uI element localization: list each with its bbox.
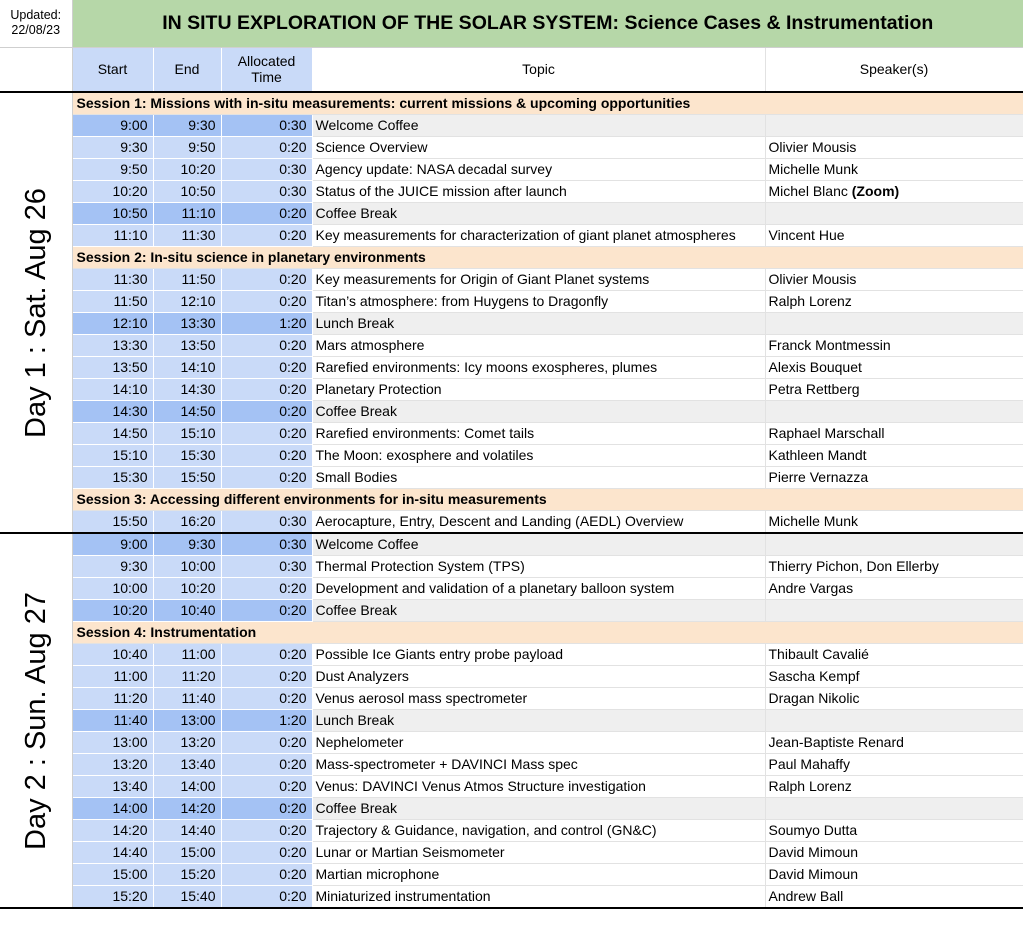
break-row — [0, 203, 1023, 225]
day-label: Day 1 : Sat. Aug 26 — [19, 187, 52, 438]
talk-row — [0, 578, 1023, 600]
speaker-name: David Mimoun — [768, 844, 858, 860]
talk-row — [0, 864, 1023, 886]
header-speakers: Speaker(s) — [765, 47, 1023, 92]
start-time: 11:30 — [72, 269, 153, 291]
end-time: 15:10 — [153, 423, 221, 445]
speaker-name: Kathleen Mandt — [768, 447, 867, 463]
allocated-time: 0:20 — [221, 467, 312, 489]
speaker-name: Olivier Mousis — [768, 271, 857, 287]
topic-cell: Thermal Protection System (TPS) — [312, 556, 765, 578]
topic-cell: Agency update: NASA decadal survey — [312, 159, 765, 181]
allocated-time: 1:20 — [221, 313, 312, 335]
speaker-name: Michelle Munk — [768, 513, 858, 529]
speaker-name: Petra Rettberg — [768, 381, 860, 397]
updated-date: 22/08/23 — [11, 23, 61, 38]
updated-cell — [0, 0, 72, 47]
speaker-cell — [765, 203, 1023, 225]
allocated-time: 0:20 — [221, 445, 312, 467]
end-time: 11:20 — [153, 666, 221, 688]
day-label-cell — [0, 533, 72, 908]
end-time: 14:30 — [153, 379, 221, 401]
end-time: 13:40 — [153, 754, 221, 776]
talk-row — [0, 445, 1023, 467]
allocated-time: 0:20 — [221, 269, 312, 291]
speaker-cell — [765, 776, 1023, 798]
allocated-time: 0:20 — [221, 600, 312, 622]
topic-cell: Rarefied environments: Comet tails — [312, 423, 765, 445]
allocated-time: 0:20 — [221, 776, 312, 798]
allocated-time: 0:20 — [221, 864, 312, 886]
allocated-time: 0:30 — [221, 181, 312, 203]
end-time: 10:50 — [153, 181, 221, 203]
speaker-name: Thibault Cavalié — [768, 646, 869, 662]
speaker-cell — [765, 820, 1023, 842]
start-time: 14:20 — [72, 820, 153, 842]
start-time: 10:00 — [72, 578, 153, 600]
speaker-name: Paul Mahaffy — [768, 756, 850, 772]
speaker-cell — [765, 159, 1023, 181]
start-time: 10:50 — [72, 203, 153, 225]
topic-cell: Aerocapture, Entry, Descent and Landing (AEDL) Overview — [312, 511, 765, 534]
session-title: Session 2: In-situ science in planetary environments — [72, 247, 1023, 269]
talk-row — [0, 820, 1023, 842]
speaker-cell — [765, 754, 1023, 776]
speaker-cell — [765, 798, 1023, 820]
talk-row — [0, 886, 1023, 909]
break-row — [0, 710, 1023, 732]
speaker-name: Soumyo Dutta — [768, 822, 858, 838]
speaker-name: Jean-Baptiste Renard — [768, 734, 904, 750]
end-time: 11:30 — [153, 225, 221, 247]
start-time: 14:40 — [72, 842, 153, 864]
end-time: 15:50 — [153, 467, 221, 489]
break-row — [0, 313, 1023, 335]
speaker-note: (Zoom) — [851, 183, 900, 199]
speaker-name: Thierry Pichon, Don Ellerby — [768, 558, 939, 574]
talk-row — [0, 556, 1023, 578]
talk-row — [0, 159, 1023, 181]
end-time: 13:30 — [153, 313, 221, 335]
start-time: 14:00 — [72, 798, 153, 820]
allocated-time: 0:30 — [221, 511, 312, 534]
speaker-name: Alexis Bouquet — [768, 359, 862, 375]
allocated-time: 0:20 — [221, 578, 312, 600]
speaker-cell — [765, 137, 1023, 159]
speaker-cell — [765, 445, 1023, 467]
allocated-time: 0:20 — [221, 820, 312, 842]
topic-cell: Lunar or Martian Seismometer — [312, 842, 765, 864]
allocated-time: 0:20 — [221, 886, 312, 909]
allocated-time: 0:20 — [221, 225, 312, 247]
header-corner — [0, 47, 72, 92]
speaker-cell — [765, 115, 1023, 137]
allocated-time: 0:20 — [221, 203, 312, 225]
speaker-name: Andrew Ball — [768, 888, 844, 904]
end-time: 10:00 — [153, 556, 221, 578]
speaker-cell — [765, 335, 1023, 357]
start-time: 11:40 — [72, 710, 153, 732]
start-time: 12:10 — [72, 313, 153, 335]
end-time: 13:50 — [153, 335, 221, 357]
allocated-time: 0:20 — [221, 644, 312, 666]
day-label-cell — [0, 92, 72, 533]
end-time: 14:10 — [153, 357, 221, 379]
end-time: 11:50 — [153, 269, 221, 291]
break-row — [0, 533, 1023, 556]
topic-cell: Key measurements for Origin of Giant Planet systems — [312, 269, 765, 291]
speaker-name: Pierre Vernazza — [768, 469, 869, 485]
speaker-cell — [765, 313, 1023, 335]
talk-row — [0, 732, 1023, 754]
allocated-time: 0:20 — [221, 423, 312, 445]
speaker-cell — [765, 886, 1023, 909]
start-time: 14:10 — [72, 379, 153, 401]
speaker-cell — [765, 556, 1023, 578]
talk-row — [0, 511, 1023, 534]
start-time: 11:00 — [72, 666, 153, 688]
allocated-time: 0:20 — [221, 335, 312, 357]
start-time: 15:30 — [72, 467, 153, 489]
topic-cell: Martian microphone — [312, 864, 765, 886]
start-time: 15:00 — [72, 864, 153, 886]
topic-cell: Nephelometer — [312, 732, 765, 754]
topic-cell: Small Bodies — [312, 467, 765, 489]
start-time: 9:50 — [72, 159, 153, 181]
end-time: 11:00 — [153, 644, 221, 666]
start-time: 10:40 — [72, 644, 153, 666]
speaker-cell — [765, 357, 1023, 379]
allocated-time: 0:20 — [221, 401, 312, 423]
topic-cell: Welcome Coffee — [312, 533, 765, 556]
speaker-name: Ralph Lorenz — [768, 293, 852, 309]
start-time: 13:30 — [72, 335, 153, 357]
start-time: 15:50 — [72, 511, 153, 534]
topic-cell: Venus aerosol mass spectrometer — [312, 688, 765, 710]
allocated-time: 0:30 — [221, 533, 312, 556]
allocated-time: 0:30 — [221, 115, 312, 137]
topic-cell: Key measurements for characterization of giant planet atmospheres — [312, 225, 765, 247]
speaker-cell — [765, 578, 1023, 600]
speaker-cell — [765, 533, 1023, 556]
topic-cell: Rarefied environments: Icy moons exospheres, plumes — [312, 357, 765, 379]
allocated-time: 0:20 — [221, 291, 312, 313]
talk-row — [0, 137, 1023, 159]
end-time: 15:40 — [153, 886, 221, 909]
session-row — [0, 489, 1023, 511]
allocated-time: 0:20 — [221, 842, 312, 864]
speaker-name: David Mimoun — [768, 866, 858, 882]
session-row — [0, 622, 1023, 644]
speaker-cell — [765, 269, 1023, 291]
speaker-name: Raphael Marschall — [768, 425, 885, 441]
end-time: 14:20 — [153, 798, 221, 820]
allocated-time: 0:20 — [221, 137, 312, 159]
talk-row — [0, 335, 1023, 357]
topic-cell: Science Overview — [312, 137, 765, 159]
end-time: 9:50 — [153, 137, 221, 159]
topic-cell: Venus: DAVINCI Venus Atmos Structure investigation — [312, 776, 765, 798]
session-row — [0, 247, 1023, 269]
speaker-name: Michelle Munk — [768, 161, 858, 177]
page-title: IN SITU EXPLORATION OF THE SOLAR SYSTEM: Science Cases & Instrumentation — [72, 0, 1023, 47]
start-time: 9:00 — [72, 115, 153, 137]
start-time: 10:20 — [72, 181, 153, 203]
day-label: Day 2 : Sun. Aug 27 — [19, 591, 52, 850]
session-row — [0, 92, 1023, 115]
topic-cell: Lunch Break — [312, 313, 765, 335]
end-time: 12:10 — [153, 291, 221, 313]
speaker-name: Andre Vargas — [768, 580, 854, 596]
speaker-name: Michel Blanc — [768, 183, 848, 199]
allocated-time: 0:20 — [221, 357, 312, 379]
talk-row — [0, 225, 1023, 247]
speaker-name: Dragan Nikolic — [768, 690, 860, 706]
allocated-time: 0:20 — [221, 732, 312, 754]
session-title: Session 3: Accessing different environments for in-situ measurements — [72, 489, 1023, 511]
speaker-cell — [765, 710, 1023, 732]
topic-cell: Dust Analyzers — [312, 666, 765, 688]
session-title: Session 4: Instrumentation — [72, 622, 1023, 644]
topic-cell: Possible Ice Giants entry probe payload — [312, 644, 765, 666]
session-title: Session 1: Missions with in-situ measurements: current missions & upcoming opportunities — [72, 92, 1023, 115]
end-time: 15:30 — [153, 445, 221, 467]
speaker-name: Vincent Hue — [768, 227, 845, 243]
topic-cell: Development and validation of a planetary balloon system — [312, 578, 765, 600]
topic-cell: Lunch Break — [312, 710, 765, 732]
end-time: 14:40 — [153, 820, 221, 842]
allocated-time: 1:20 — [221, 710, 312, 732]
header-end: End — [153, 47, 221, 92]
topic-cell: Titan’s atmosphere: from Huygens to Dragonfly — [312, 291, 765, 313]
talk-row — [0, 644, 1023, 666]
speaker-cell — [765, 666, 1023, 688]
header-topic: Topic — [312, 47, 765, 92]
speaker-cell — [765, 467, 1023, 489]
end-time: 10:20 — [153, 159, 221, 181]
end-time: 14:50 — [153, 401, 221, 423]
allocated-time: 0:20 — [221, 688, 312, 710]
end-time: 9:30 — [153, 115, 221, 137]
talk-row — [0, 181, 1023, 203]
start-time: 13:50 — [72, 357, 153, 379]
header-row — [0, 47, 1023, 92]
allocated-time: 0:20 — [221, 666, 312, 688]
break-row — [0, 600, 1023, 622]
talk-row — [0, 269, 1023, 291]
header-start: Start — [72, 47, 153, 92]
speaker-cell — [765, 732, 1023, 754]
speaker-cell — [765, 864, 1023, 886]
end-time: 9:30 — [153, 533, 221, 556]
title-row — [0, 0, 1023, 47]
topic-cell: Mars atmosphere — [312, 335, 765, 357]
topic-cell: Status of the JUICE mission after launch — [312, 181, 765, 203]
speaker-cell — [765, 423, 1023, 445]
talk-row — [0, 467, 1023, 489]
speaker-cell — [765, 842, 1023, 864]
speaker-name: Sascha Kempf — [768, 668, 860, 684]
speaker-cell — [765, 511, 1023, 534]
allocated-time: 0:30 — [221, 556, 312, 578]
talk-row — [0, 423, 1023, 445]
speaker-cell — [765, 401, 1023, 423]
start-time: 9:30 — [72, 556, 153, 578]
start-time: 13:40 — [72, 776, 153, 798]
talk-row — [0, 842, 1023, 864]
talk-row — [0, 754, 1023, 776]
start-time: 9:30 — [72, 137, 153, 159]
start-time: 14:30 — [72, 401, 153, 423]
topic-cell: Coffee Break — [312, 203, 765, 225]
talk-row — [0, 291, 1023, 313]
allocated-time: 0:20 — [221, 798, 312, 820]
speaker-name: Olivier Mousis — [768, 139, 857, 155]
break-row — [0, 115, 1023, 137]
speaker-cell — [765, 225, 1023, 247]
speaker-name: Franck Montmessin — [768, 337, 891, 353]
topic-cell: Miniaturized instrumentation — [312, 886, 765, 909]
start-time: 14:50 — [72, 423, 153, 445]
end-time: 10:20 — [153, 578, 221, 600]
speaker-cell — [765, 644, 1023, 666]
topic-cell: Coffee Break — [312, 401, 765, 423]
topic-cell: The Moon: exosphere and volatiles — [312, 445, 765, 467]
talk-row — [0, 379, 1023, 401]
start-time: 15:20 — [72, 886, 153, 909]
end-time: 10:40 — [153, 600, 221, 622]
allocated-time: 0:20 — [221, 754, 312, 776]
header-allocated-time: Allocated Time — [221, 47, 312, 92]
end-time: 11:40 — [153, 688, 221, 710]
break-row — [0, 798, 1023, 820]
topic-cell: Planetary Protection — [312, 379, 765, 401]
speaker-name: Ralph Lorenz — [768, 778, 852, 794]
start-time: 11:50 — [72, 291, 153, 313]
end-time: 14:00 — [153, 776, 221, 798]
end-time: 15:20 — [153, 864, 221, 886]
allocated-time: 0:20 — [221, 379, 312, 401]
end-time: 13:00 — [153, 710, 221, 732]
topic-cell: Welcome Coffee — [312, 115, 765, 137]
allocated-time: 0:30 — [221, 159, 312, 181]
talk-row — [0, 688, 1023, 710]
speaker-cell — [765, 181, 1023, 203]
start-time: 13:00 — [72, 732, 153, 754]
end-time: 13:20 — [153, 732, 221, 754]
talk-row — [0, 666, 1023, 688]
speaker-cell — [765, 600, 1023, 622]
talk-row — [0, 776, 1023, 798]
start-time: 13:20 — [72, 754, 153, 776]
end-time: 11:10 — [153, 203, 221, 225]
topic-cell: Coffee Break — [312, 798, 765, 820]
start-time: 11:20 — [72, 688, 153, 710]
end-time: 15:00 — [153, 842, 221, 864]
speaker-cell — [765, 379, 1023, 401]
updated-label: Updated: — [10, 8, 62, 23]
start-time: 10:20 — [72, 600, 153, 622]
start-time: 15:10 — [72, 445, 153, 467]
start-time: 11:10 — [72, 225, 153, 247]
break-row — [0, 401, 1023, 423]
topic-cell: Trajectory & Guidance, navigation, and control (GN&C) — [312, 820, 765, 842]
start-time: 9:00 — [72, 533, 153, 556]
talk-row — [0, 357, 1023, 379]
speaker-cell — [765, 291, 1023, 313]
topic-cell: Coffee Break — [312, 600, 765, 622]
end-time: 16:20 — [153, 511, 221, 534]
speaker-cell — [765, 688, 1023, 710]
topic-cell: Mass-spectrometer + DAVINCI Mass spec — [312, 754, 765, 776]
